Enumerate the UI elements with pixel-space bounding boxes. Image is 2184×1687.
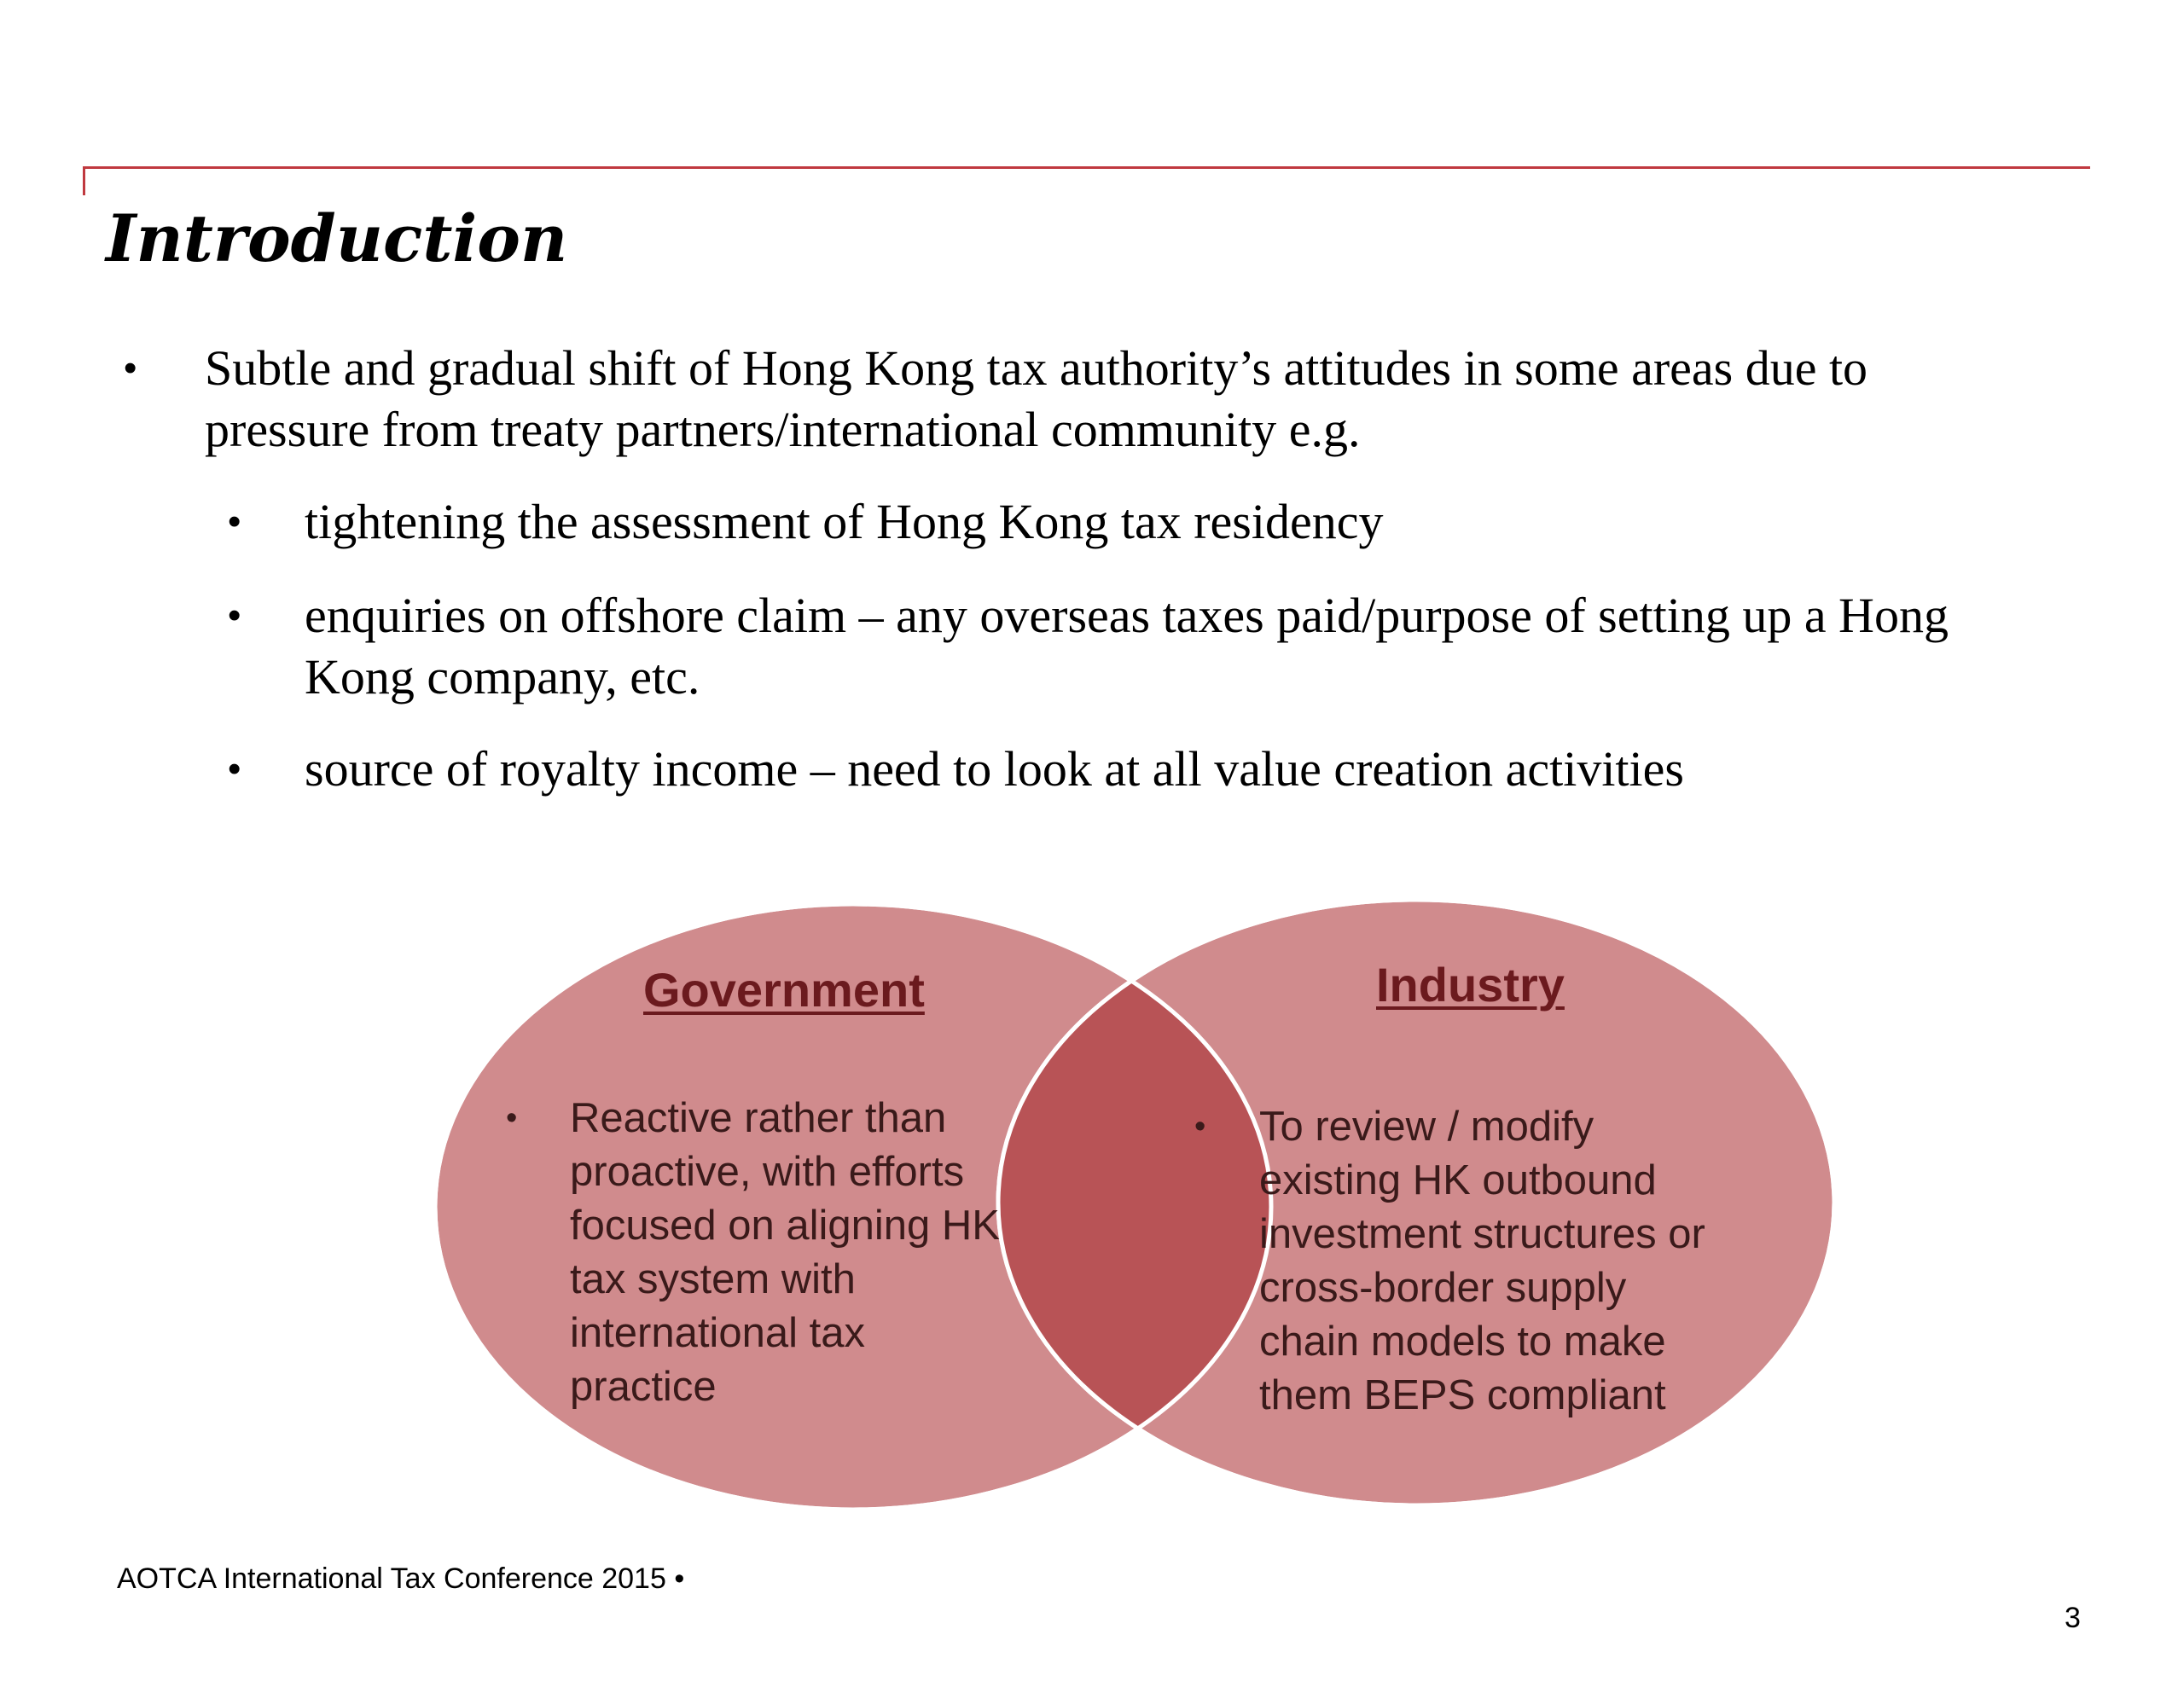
- industry-bullet: [1194, 1100, 1737, 1423]
- government-bullet-text: Reactive rather than proactive, with efforts focused on aligning HK tax system with international tax practice: [570, 1095, 1000, 1410]
- footer-text: AOTCA International Tax Conference 2015 •: [117, 1562, 685, 1595]
- government-heading: Government: [643, 963, 925, 1017]
- industry-bullet-text: To review / modify existing HK outbound investment structures or cross-border supply chain models to make them BEPS compliant: [1259, 1104, 1705, 1418]
- sub-bullet-text: enquiries on offshore claim – any overseas taxes paid/purpose of setting up a Hong Kong company, etc.: [305, 588, 1949, 704]
- bullet-glyph: •: [228, 594, 241, 636]
- government-bullet: [506, 1092, 1014, 1414]
- slide-title: Introduction: [106, 200, 568, 276]
- bullet-glyph: •: [1194, 1109, 1206, 1145]
- bullet-text: Subtle and gradual shift of Hong Kong tax authority’s attitudes in some areas due to pressure from treaty partners/international community e.g.: [205, 340, 1868, 457]
- sub-bullet-text: tightening the assessment of Hong Kong tax residency: [305, 494, 1384, 549]
- bullet-glyph: •: [228, 748, 241, 790]
- sub-bullet-text: source of royalty income – need to look at all value creation activities: [305, 741, 1684, 797]
- bullet-glyph: •: [506, 1100, 518, 1136]
- industry-heading: Industry: [1376, 958, 1565, 1012]
- bullet-glyph: •: [124, 347, 137, 389]
- page-number: 3: [2065, 1602, 2081, 1634]
- bullet-glyph: •: [228, 501, 241, 542]
